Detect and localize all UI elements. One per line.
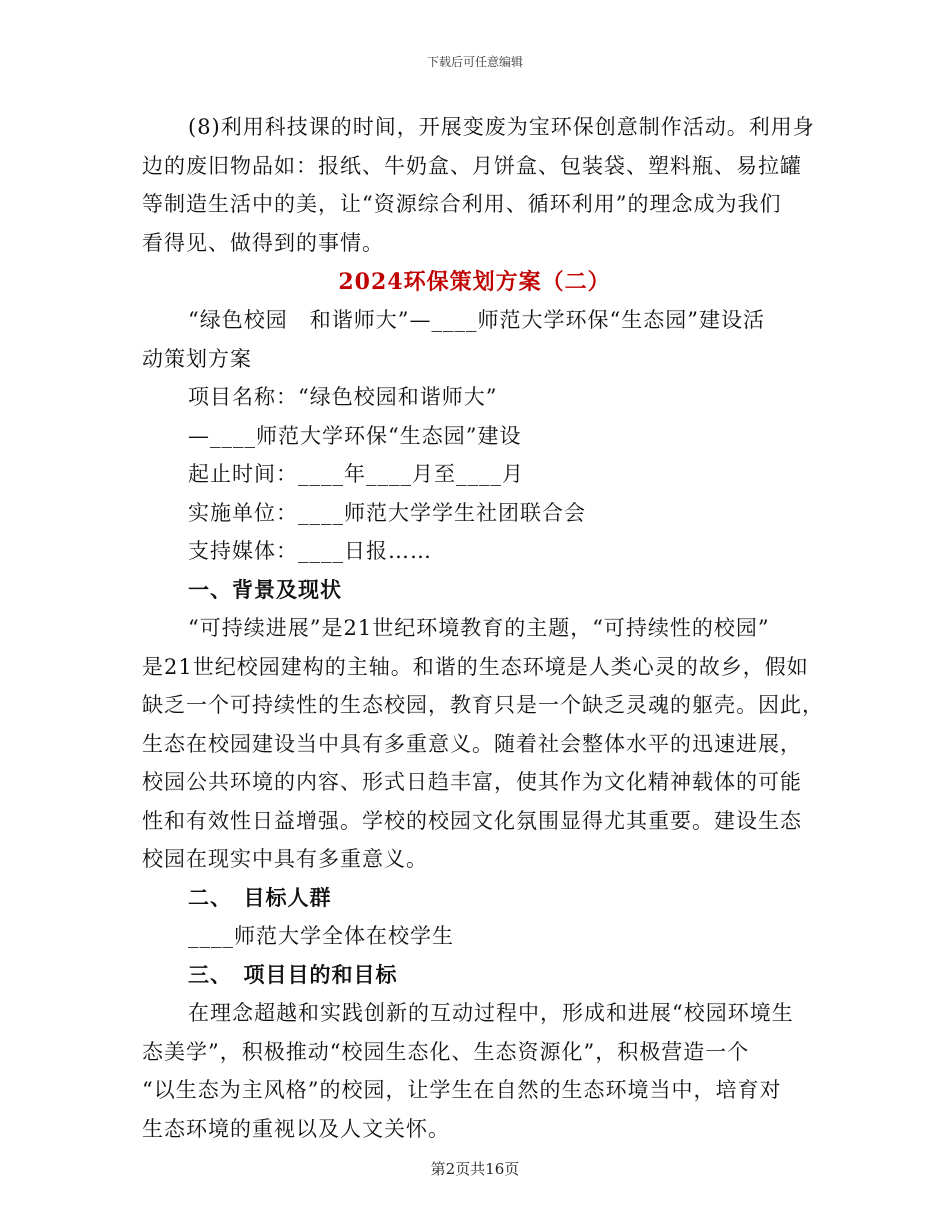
document-body xyxy=(142,108,824,1148)
body-line: 生态在校园建设当中具有多重意义。随着社会整体水平的迅速进展， xyxy=(142,731,802,756)
subtitle-line: “绿色校园 和谐师大”—____师范大学环保“生态园”建设活 xyxy=(188,308,765,332)
project-time: 起止时间：____年____月至____月 xyxy=(188,462,524,486)
heading-background: 一、背景及现状 xyxy=(188,576,342,602)
body-line: 看得见、做得到的事情。 xyxy=(142,230,384,255)
body-line: (8)利用科技课的时间，开展变废为宝环保创意制作活动。利用身 xyxy=(188,115,815,139)
body-line: 校园公共环境的内容、形式日趋丰富，使其作为文化精神载体的可能 xyxy=(142,770,802,794)
project-media: 支持媒体：____日报…… xyxy=(188,539,432,563)
heading-goals: 三、 项目目的和目标 xyxy=(188,961,398,987)
page-footer: 第2页共16页 xyxy=(430,1160,520,1178)
body-line: 校园在现实中具有多重意义。 xyxy=(142,847,428,871)
project-unit: 实施单位：____师范大学学生社团联合会 xyxy=(188,500,586,525)
section-title: 2024环保策划方案（二） xyxy=(338,269,611,295)
project-sub: —____师范大学环保“生态园”建设 xyxy=(188,423,522,448)
body-line: “可持续进展”是21世纪环境教育的主题，“可持续性的校园” xyxy=(188,616,770,640)
body-line: “以生态为主风格”的校园，让学生在自然的生态环境当中，培育对 xyxy=(142,1078,782,1102)
body-line: 等制造生活中的美，让“资源综合利用、循环利用”的理念成为我们 xyxy=(142,192,782,216)
heading-target: 二、 目标人群 xyxy=(188,884,332,910)
target-line: ____师范大学全体在校学生 xyxy=(188,924,454,948)
page-header: 下载后可任意编辑 xyxy=(426,55,523,69)
body-line: 态美学”，积极推动“校园生态化、生态资源化”，积极营造一个 xyxy=(142,1039,750,1064)
body-line: 边的废旧物品如：报纸、牛奶盒、月饼盒、包装袋、塑料瓶、易拉罐 xyxy=(142,153,802,178)
body-line: 性和有效性日益增强。学校的校园文化氛围显得尤其重要。建设生态 xyxy=(142,808,802,833)
body-line: 生态环境的重视以及人文关怀。 xyxy=(142,1116,450,1141)
subtitle-line: 动策划方案 xyxy=(142,346,252,371)
body-line: 缺乏一个可持续性的生态校园，教育只是一个缺乏灵魂的躯壳。因此， xyxy=(142,693,824,717)
project-name: 项目名称：“绿色校园和谐师大” xyxy=(188,385,498,409)
body-line: 在理念超越和实践创新的互动过程中，形成和进展“校园环境生 xyxy=(188,1001,794,1025)
body-line: 是21世纪校园建构的主轴。和谐的生态环境是人类心灵的故乡，假如 xyxy=(142,654,809,679)
